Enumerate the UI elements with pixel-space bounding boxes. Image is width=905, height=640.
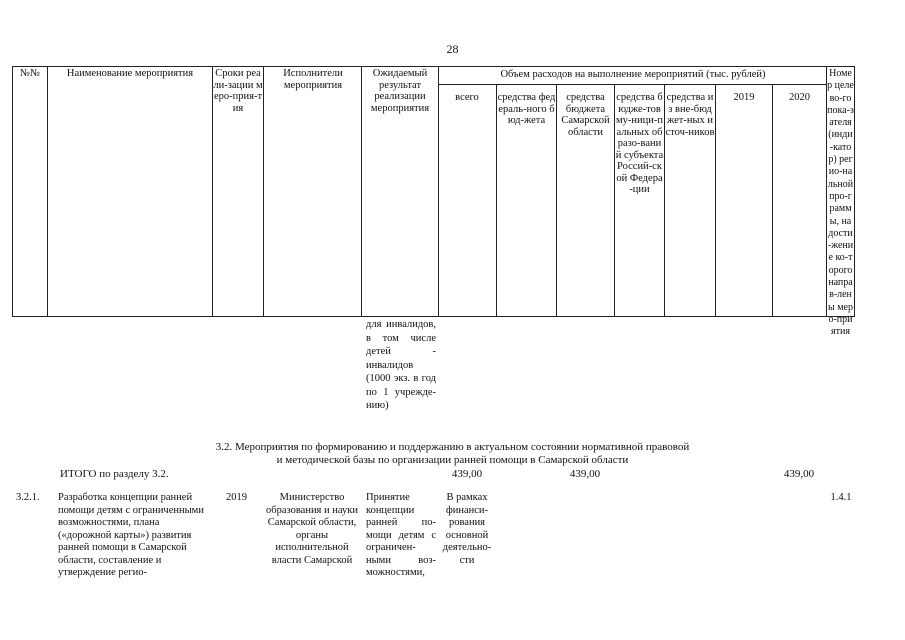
header-num: №№ — [19, 68, 41, 79]
carry-over-text: для инвалидов, в том числе детей - инвалидов (1000 экз. в год по 1 учрежде-нию) — [366, 319, 436, 411]
section-title-line1: 3.2. Мероприятия по формированию и поддержанию в актуальном состоянии нормативной правовой — [215, 441, 690, 453]
row-funding: В рамках финанси-рования основной деятельно-сти — [442, 492, 492, 566]
itogo-label: ИТОГО по разделу 3.2. — [60, 468, 169, 480]
page-number: 28 — [446, 42, 459, 56]
row-expected: Принятие концепции ранней по-мощи детям с ограничен-ными воз-можностями, — [366, 492, 436, 578]
header-volume: Объем расходов на выполнение мероприятий (тыс. рублей) — [500, 69, 766, 80]
header-executors: Исполнители мероприятия — [283, 68, 343, 91]
itogo-total: 439,00 — [451, 468, 483, 480]
header-2020: 2020 — [789, 92, 810, 103]
row-term: 2019 — [226, 492, 247, 503]
section-title — [0, 441, 905, 467]
row-indicator: 1.4.1 — [830, 492, 852, 503]
header-2019: 2019 — [733, 92, 755, 103]
header-terms: Сроки реали-зации меро-прия-тия — [213, 68, 263, 114]
header-expected: Ожидаемый результат реализации мероприятия — [370, 68, 430, 114]
header-indicator: Номер целево-го пока-зателя (инди-катор) регио-нальной про-граммы, на дости-жение ко-торого направ-лены меро-приятия — [827, 68, 854, 338]
header-regional: средства бюджета Самарской области — [561, 92, 610, 138]
section-title-line2: и методической базы по организации ранней помощи в Самарской области — [276, 454, 629, 466]
header-extra: средства из вне-бюджет-ных источ-ников — [665, 92, 715, 138]
itogo-2020: 439,00 — [783, 468, 815, 480]
row-number: 3.2.1. — [16, 492, 40, 503]
header-municipal: средства бюдже-тов му-ници-пальных образо-ваний субъекта Россий-ской Федера-ции — [615, 92, 664, 195]
header-name: Наименование мероприятия — [66, 68, 194, 79]
header-federal: средства федераль-ного бюд-жета — [497, 92, 556, 126]
header-total: всего — [455, 92, 479, 103]
row-executor: Министерство образования и науки Самарской области, органы исполнительной власти Самарской — [266, 492, 358, 566]
itogo-regional: 439,00 — [569, 468, 601, 480]
row-name: Разработка концепции ранней помощи детям с ограниченными возможностями, плана («дорожной карты») развития ранней помощи в Самарской области, составление и утверждение регио- — [58, 492, 204, 578]
